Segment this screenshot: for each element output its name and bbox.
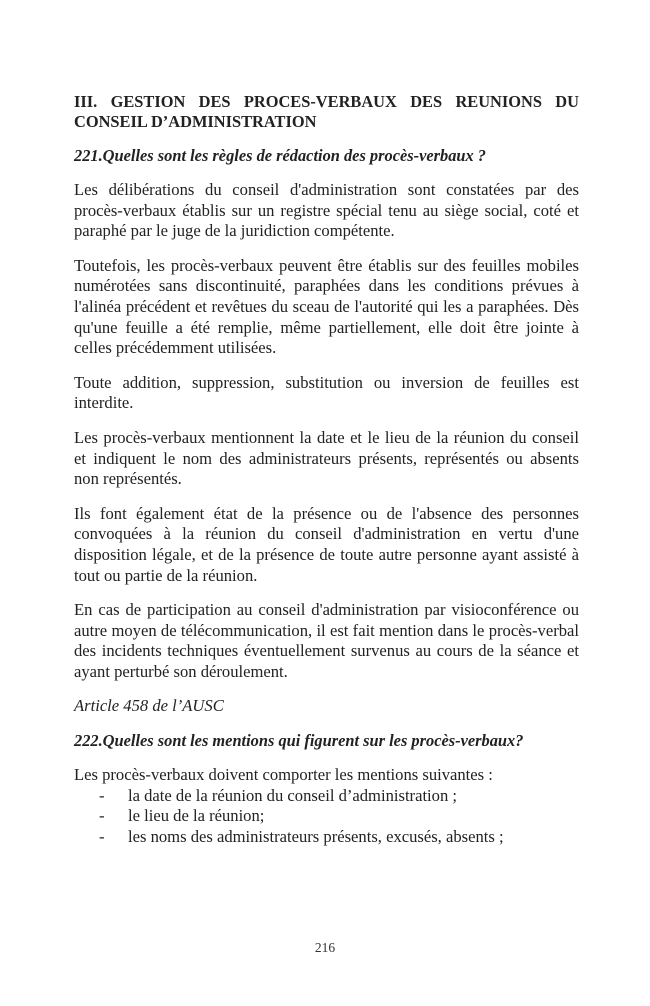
document-page bbox=[74, 92, 579, 847]
paragraph: En cas de participation au conseil d'administration par visioconférence ou autre moyen de télécommunication, il est fait mention dans le procès-verbal des incidents techniques éventuellement survenus au cours de la séance et ayant perturbé son déroulement. bbox=[74, 600, 579, 681]
list-item bbox=[74, 786, 579, 807]
section-title: III. GESTION DES PROCES-VERBAUX DES REUNIONS DU CONSEIL D’ADMINISTRATION bbox=[74, 92, 579, 131]
paragraph: Ils font également état de la présence ou de l'absence des personnes convoquées à la réunion du conseil d'administration en vertu d'une disposition légale, et de la présence de toute autre personne ayant assisté à tout ou partie de la réunion. bbox=[74, 503, 579, 585]
paragraph: Toutefois, les procès-verbaux peuvent être établis sur des feuilles mobiles numérotées sans discontinuité, paraphées dans les conditions prévues à l'alinéa précédent et revêtues du sceau de l'autorité qui les a paraphées. Dès qu'une feuille a été remplie, même partiellement, elle doit être jointe à celles précédemment utilisées. bbox=[74, 255, 579, 358]
paragraph: Les procès-verbaux mentionnent la date et le lieu de la réunion du conseil et indiquent le nom des administrateurs présents, représentés ou absents non représentés. bbox=[74, 427, 579, 489]
question-221-title: 221.Quelles sont les règles de rédaction des procès-verbaux ? bbox=[74, 146, 486, 165]
article-reference: Article 458 de l’AUSC bbox=[74, 696, 224, 716]
question-222-title: 222.Quelles sont les mentions qui figurent sur les procès-verbaux? bbox=[74, 731, 524, 751]
list-item bbox=[74, 827, 579, 848]
list-intro: Les procès-verbaux doivent comporter les mentions suivantes : bbox=[74, 765, 493, 785]
list-item bbox=[74, 806, 579, 827]
list-item-text: la date de la réunion du conseil d’administration ; bbox=[128, 785, 458, 805]
list-item-text: les noms des administrateurs présents, excusés, absents ; bbox=[128, 826, 504, 846]
list-item-text: le lieu de la réunion; bbox=[128, 806, 265, 826]
list-dash: - bbox=[99, 785, 105, 805]
paragraph: Toute addition, suppression, substitution ou inversion de feuilles est interdite. bbox=[74, 372, 579, 413]
list-dash: - bbox=[99, 826, 105, 846]
list-dash: - bbox=[99, 806, 105, 826]
page-number: 216 bbox=[314, 940, 336, 955]
mentions-list bbox=[74, 786, 579, 848]
paragraph: Les délibérations du conseil d'administration sont constatées par des procès-verbaux établis sur un registre spécial tenu au siège social, coté et paraphé par le juge de la juridiction compétente. bbox=[74, 180, 579, 241]
